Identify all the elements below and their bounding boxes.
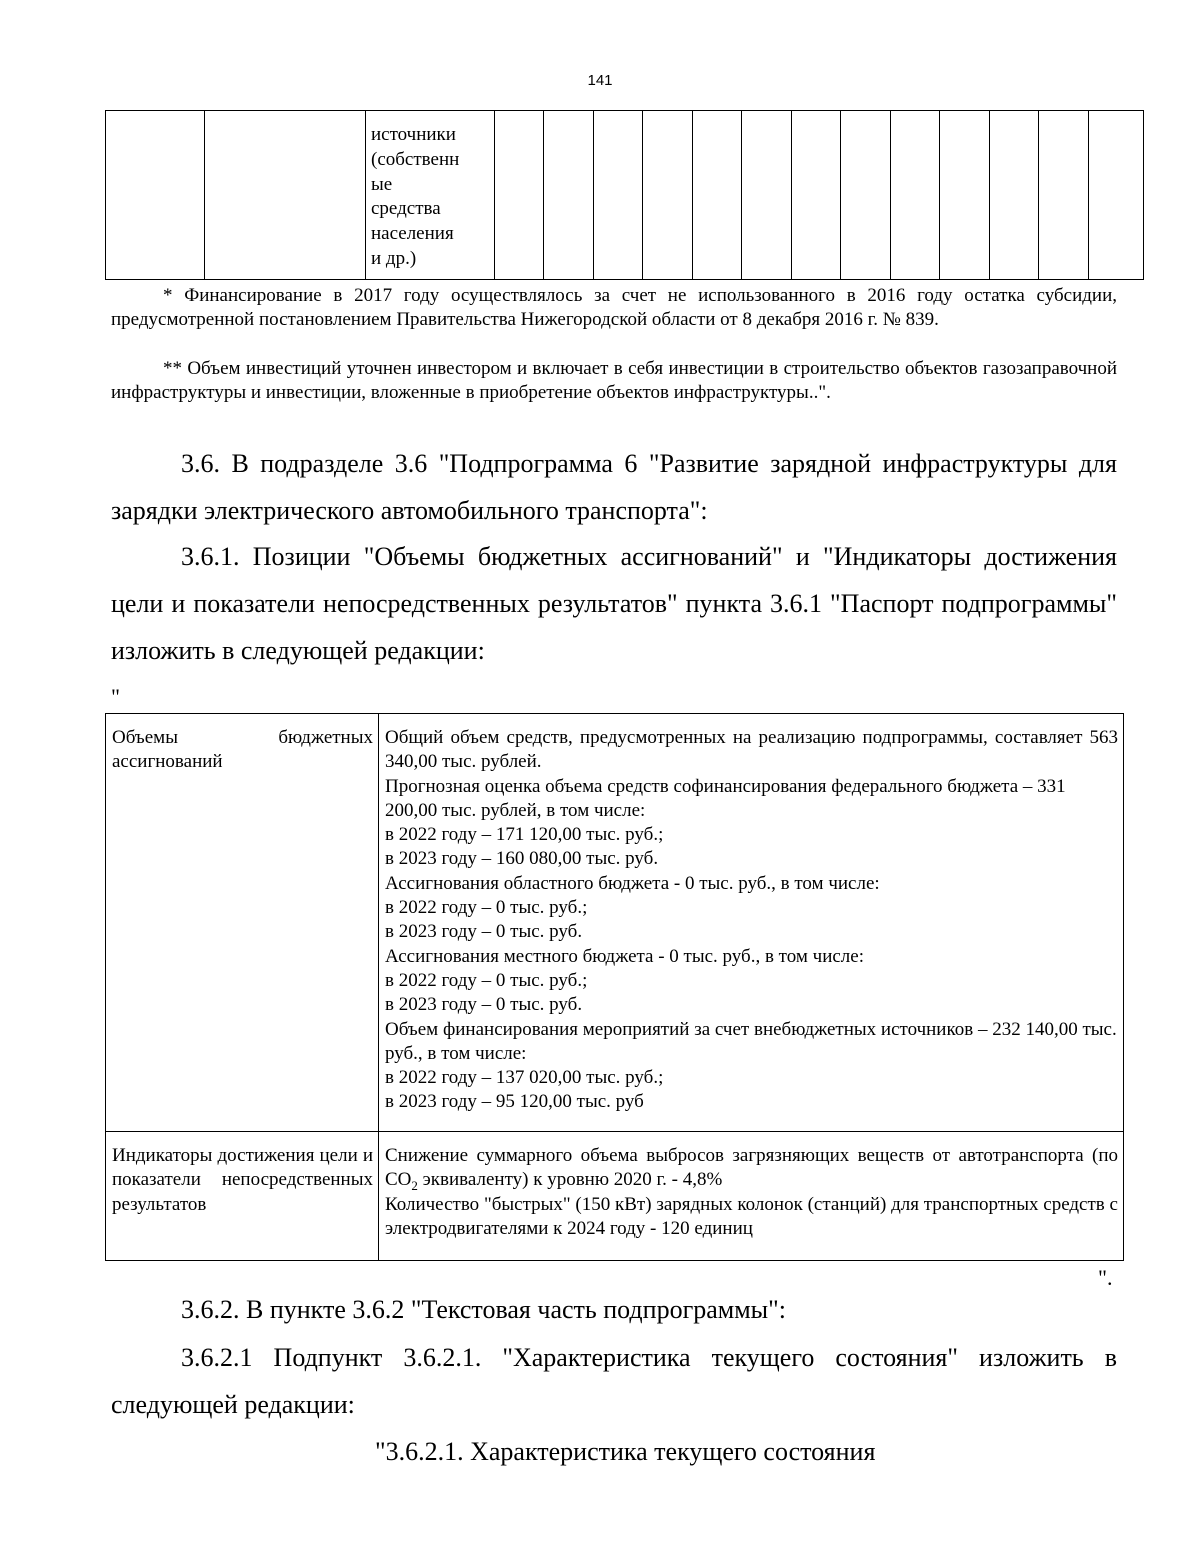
table-cell	[643, 111, 693, 280]
paragraph-3-6-1: 3.6.1. Позиции "Объемы бюджетных ассигнований" и "Индикаторы достижения цели и показатели непосредственных результатов" пункта 3.6.1 "Паспорт подпрограммы" изложить в следующей редакции:	[111, 542, 1117, 665]
footnote-1: * Финансирование в 2017 году осуществлялось за счет не использованного в 2016 году остатка субсидии, предусмотренной постановлением Правительства Нижегородской области от 8 декабря 2016 г. № 839.	[111, 285, 1117, 330]
table-cell	[544, 111, 594, 280]
cell-line: и др.)	[371, 247, 417, 269]
content-line: в 2022 году – 0 тыс. руб.;	[385, 897, 588, 919]
content-line: Объем финансирования мероприятий за счет внебюджетных источников – 232 140,00 тыс. руб., в том числе:	[385, 1018, 1117, 1064]
co2-subscript: 2	[411, 1178, 418, 1194]
table-row	[106, 1132, 1124, 1261]
indicator-charging-stations: Количество "быстрых" (150 кВт) зарядных колонок (станций) для транспортных средств с электродвигателями к 2024 году - 120 единиц	[385, 1193, 1118, 1239]
indicator-emissions-text: Снижение суммарного объема выбросов загрязняющих веществ от автотранспорта (по CO	[385, 1145, 1118, 1191]
content-line: Общий объем средств, предусмотренных на реализацию подпрограммы, составляет 563 340,00 тыс. рублей.	[385, 727, 1118, 773]
table-row	[106, 714, 1124, 1132]
section-heading: "3.6.2.1. Характеристика текущего состояния	[375, 1437, 876, 1466]
opening-quote: "	[111, 684, 120, 709]
table-cell	[1089, 111, 1144, 280]
content-line: в 2022 году – 171 120,00 тыс. руб.;	[385, 824, 664, 846]
footnote-2: ** Объем инвестиций уточнен инвестором и включает в себя инвестиции в строительство объектов газозаправочной инфраструктуры и инвестиции, вложенные в приобретение объектов инфраструктуры..".	[111, 358, 1117, 403]
table-cell	[495, 111, 544, 280]
content-line: в 2023 году – 0 тыс. руб.	[385, 921, 583, 943]
table-cell	[990, 111, 1039, 280]
budget-allocations-content	[379, 714, 1124, 1132]
cell-line: источники	[371, 124, 456, 145]
indicators-content	[379, 1132, 1124, 1261]
table-cell	[693, 111, 742, 280]
indicators-label: Индикаторы достижения цели и показатели непосредственных результатов	[106, 1132, 379, 1261]
table-cell	[106, 111, 205, 280]
content-line: в 2023 году – 95 120,00 тыс. руб	[385, 1091, 644, 1113]
paragraph-3-6-2-1: 3.6.2.1 Подпункт 3.6.2.1. "Характеристика текущего состояния" изложить в следующей редакции:	[111, 1343, 1117, 1419]
cell-line: ые	[371, 173, 393, 195]
passport-table	[105, 713, 1124, 1261]
closing-quote: ".	[1098, 1265, 1113, 1290]
cell-line: (собственн	[371, 148, 460, 170]
table-cell	[594, 111, 643, 280]
content-line: Ассигнования областного бюджета - 0 тыс. руб., в том числе:	[385, 872, 880, 894]
content-line: в 2023 году – 0 тыс. руб.	[385, 994, 583, 1016]
content-line: Прогнозная оценка объема средств софинансирования федерального бюджета – 331 200,00 тыс. рублей, в том числе:	[385, 775, 1066, 821]
budget-allocations-label: Объемы бюджетных ассигнований	[106, 714, 379, 1132]
table-cell	[1039, 111, 1089, 280]
continuation-table	[105, 110, 1144, 280]
table-cell	[841, 111, 891, 280]
content-line: в 2022 году – 0 тыс. руб.;	[385, 969, 588, 991]
indicator-emissions	[385, 1144, 1118, 1193]
page-number: 141	[587, 72, 613, 89]
cell-line: средства	[371, 198, 441, 220]
content-line: в 2022 году – 137 020,00 тыс. руб.;	[385, 1067, 664, 1089]
table-cell	[792, 111, 841, 280]
cell-line: населения	[371, 223, 454, 245]
table-cell	[205, 111, 366, 280]
paragraph-3-6-2: 3.6.2. В пункте 3.6.2 "Текстовая часть подпрограммы":	[181, 1295, 786, 1324]
paragraph-3-6: 3.6. В подразделе 3.6 "Подпрограмма 6 "Развитие зарядной инфраструктуры для зарядки электрического автомобильного транспорта":	[111, 449, 1117, 525]
content-line: в 2023 году – 160 080,00 тыс. руб.	[385, 848, 659, 870]
funding-source-cell	[366, 111, 495, 280]
table-cell	[940, 111, 990, 280]
content-line: Ассигнования местного бюджета - 0 тыс. руб., в том числе:	[385, 945, 864, 967]
table-cell	[891, 111, 940, 280]
table-cell	[742, 111, 792, 280]
indicator-emissions-text-end: эквиваленту) к уровню 2020 г. - 4,8%	[417, 1169, 723, 1191]
